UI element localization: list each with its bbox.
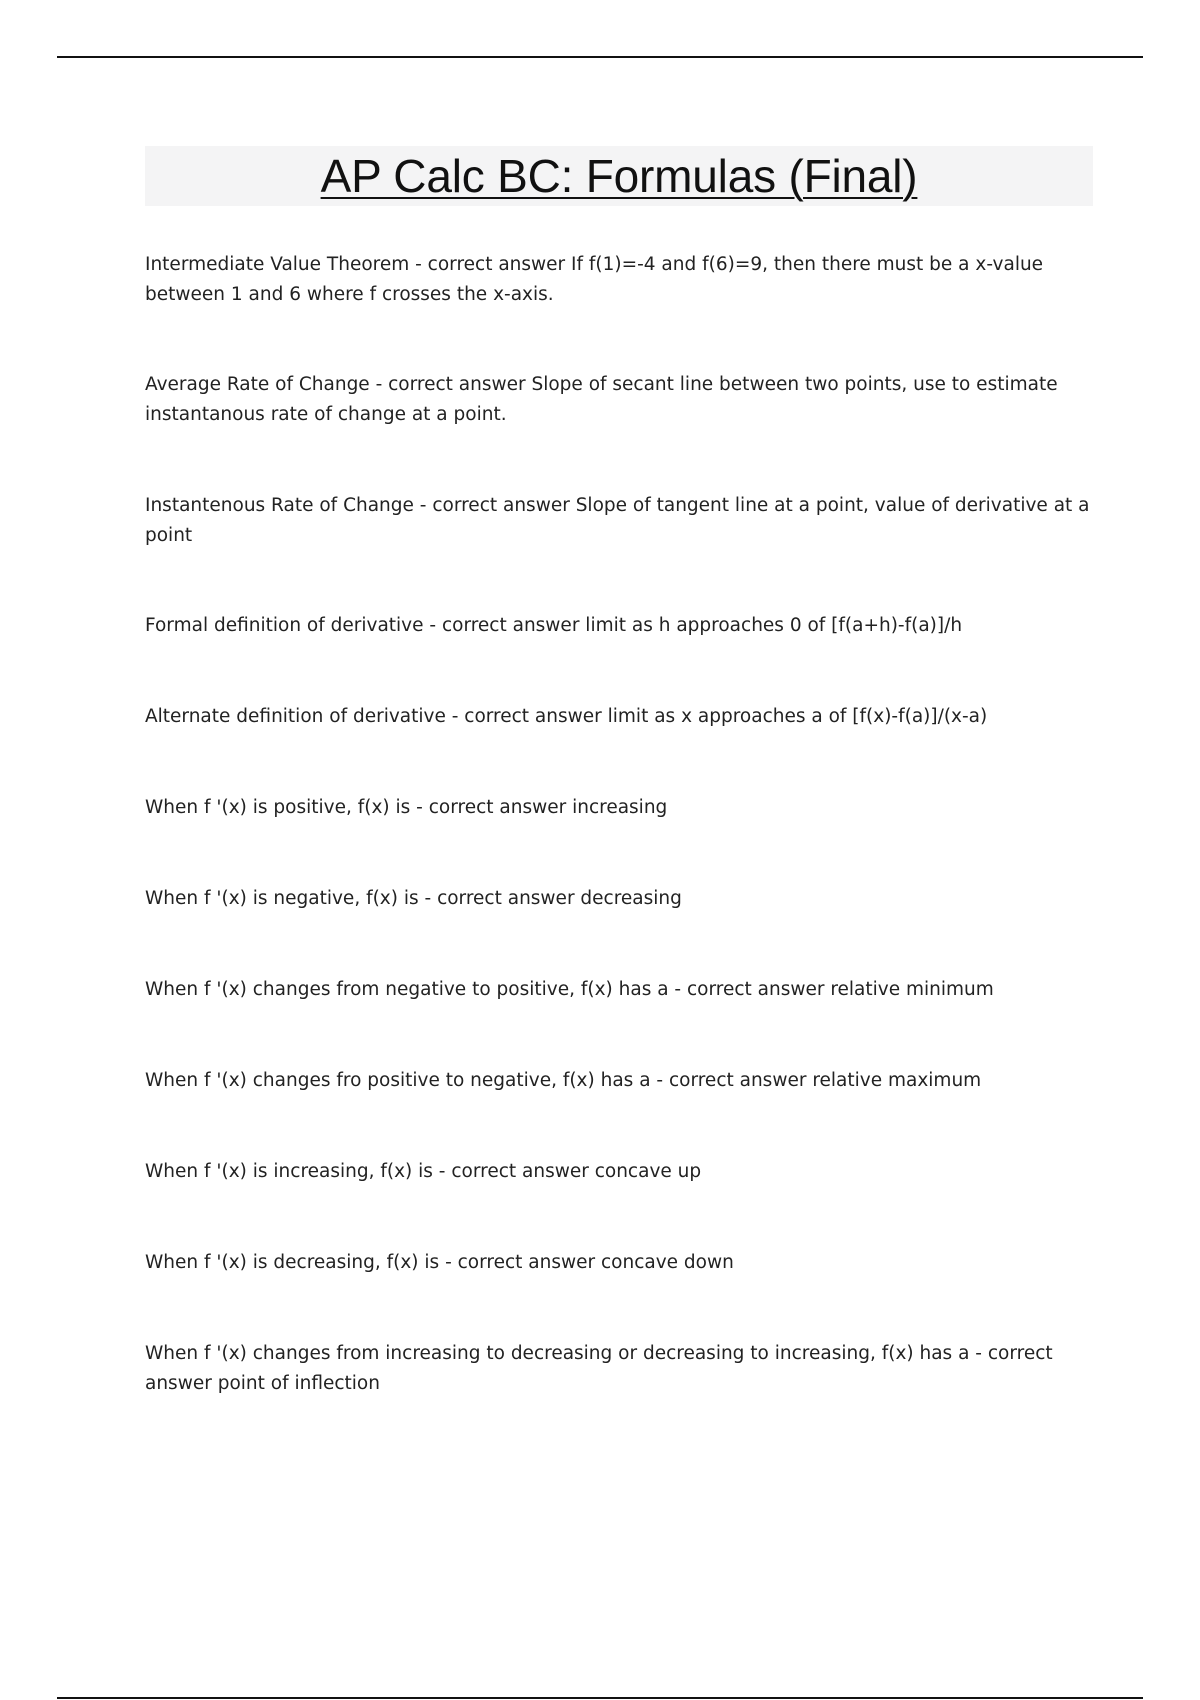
entry-concave-up: When f '(x) is increasing, f(x) is - correct answer concave up [145,1161,702,1182]
entry-relative-maximum: When f '(x) changes fro positive to negative, f(x) has a - correct answer relative maximum [145,1070,982,1091]
entry-formal-definition-derivative: Formal definition of derivative - correct answer limit as h approaches 0 of [f(a+h)-f(a)]/h [145,615,963,636]
entry-relative-minimum: When f '(x) changes from negative to positive, f(x) has a - correct answer relative minimum [145,979,994,1000]
entry-instantaneous-rate-of-change: Instantenous Rate of Change - correct answer Slope of tangent line at a point, value of derivative at a point [145,495,1090,546]
entry-fprime-negative: When f '(x) is negative, f(x) is - correct answer decreasing [145,888,682,909]
title-band [145,146,1093,206]
entry-fprime-positive: When f '(x) is positive, f(x) is - correct answer increasing [145,797,668,818]
entry-intermediate-value-theorem: Intermediate Value Theorem - correct answer If f(1)=-4 and f(6)=9, then there must be a x-value between 1 and 6 where f crosses the x-axis. [145,254,1044,305]
bottom-rule [57,1697,1143,1699]
entry-average-rate-of-change: Average Rate of Change - correct answer Slope of secant line between two points, use to estimate instantanous rate of change at a point. [145,374,1058,425]
page-title: AP Calc BC: Formulas (Final) [320,150,918,202]
top-rule [57,56,1143,58]
entry-point-of-inflection: When f '(x) changes from increasing to decreasing or decreasing to increasing, f(x) has a - correct answer point of inflection [145,1343,1053,1394]
entry-concave-down: When f '(x) is decreasing, f(x) is - correct answer concave down [145,1252,734,1273]
entry-alternate-definition-derivative: Alternate definition of derivative - correct answer limit as x approaches a of [f(x)-f(a)]/(x-a) [145,706,988,727]
